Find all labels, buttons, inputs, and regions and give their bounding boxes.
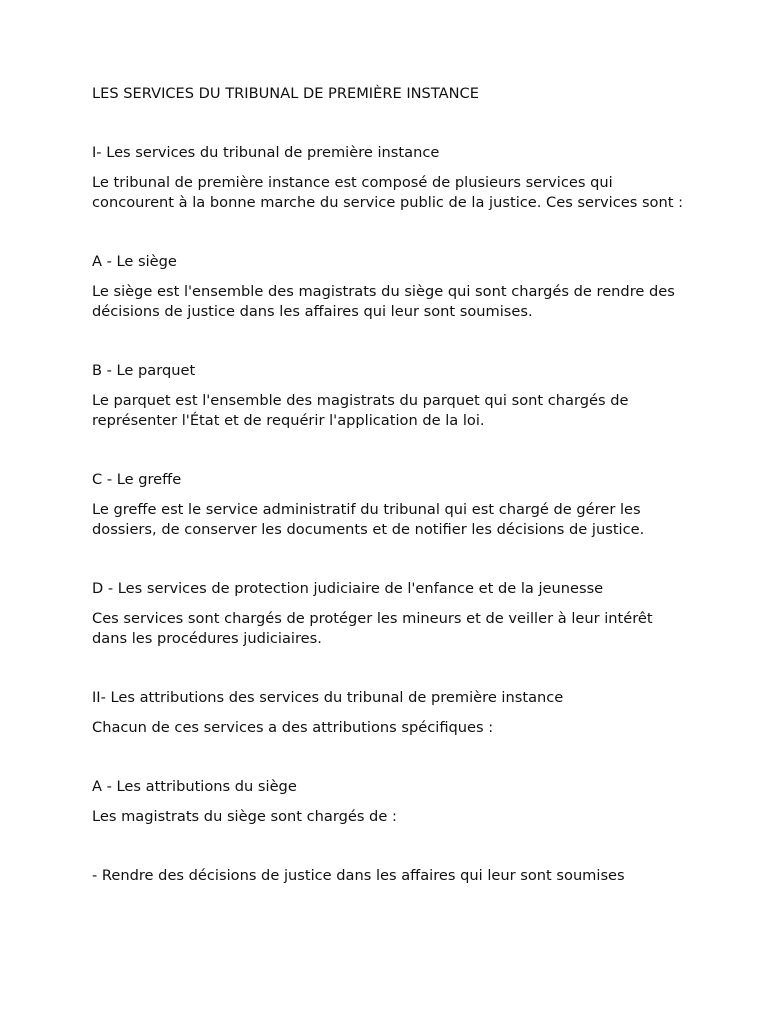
section-1-d-heading: D - Les services de protection judiciaire de l'enfance et de la jeunesse: [92, 580, 604, 597]
section-1-d-text: Ces services sont chargés de protéger les mineurs et de veiller à leur intérêt dans les procédures judiciaires.: [92, 610, 653, 647]
section-2-a-heading: A - Les attributions du siège: [92, 778, 297, 795]
document-title: LES SERVICES DU TRIBUNAL DE PREMIÈRE INSTANCE: [92, 85, 479, 102]
section-2-heading: II- Les attributions des services du tribunal de première instance: [92, 689, 564, 706]
section-1-c-text: Le greffe est le service administratif du tribunal qui est chargé de gérer les dossiers, de conserver les documents et de notifier les décisions de justice.: [92, 501, 645, 538]
section-2-a-text: Les magistrats du siège sont chargés de :: [92, 808, 397, 825]
section-1-b-heading: B - Le parquet: [92, 362, 196, 379]
section-2-intro: Chacun de ces services a des attributions spécifiques :: [92, 719, 494, 736]
section-1-b-text: Le parquet est l'ensemble des magistrats du parquet qui sont chargés de représenter l'État et de requérir l'application de la loi.: [92, 392, 629, 429]
document-page: [92, 84, 692, 886]
section-1-a-heading: A - Le siège: [92, 253, 177, 270]
section-2-bullet-item: - Rendre des décisions de justice dans les affaires qui leur sont soumises: [92, 867, 625, 884]
section-1-c-heading: C - Le greffe: [92, 471, 182, 488]
section-1-intro: Le tribunal de première instance est composé de plusieurs services qui concourent à la bonne marche du service public de la justice. Ces services sont :: [92, 174, 684, 211]
section-1-heading: I- Les services du tribunal de première instance: [92, 144, 440, 161]
section-1-a-text: Le siège est l'ensemble des magistrats du siège qui sont chargés de rendre des décisions de justice dans les affaires qui leur sont soumises.: [92, 283, 675, 320]
